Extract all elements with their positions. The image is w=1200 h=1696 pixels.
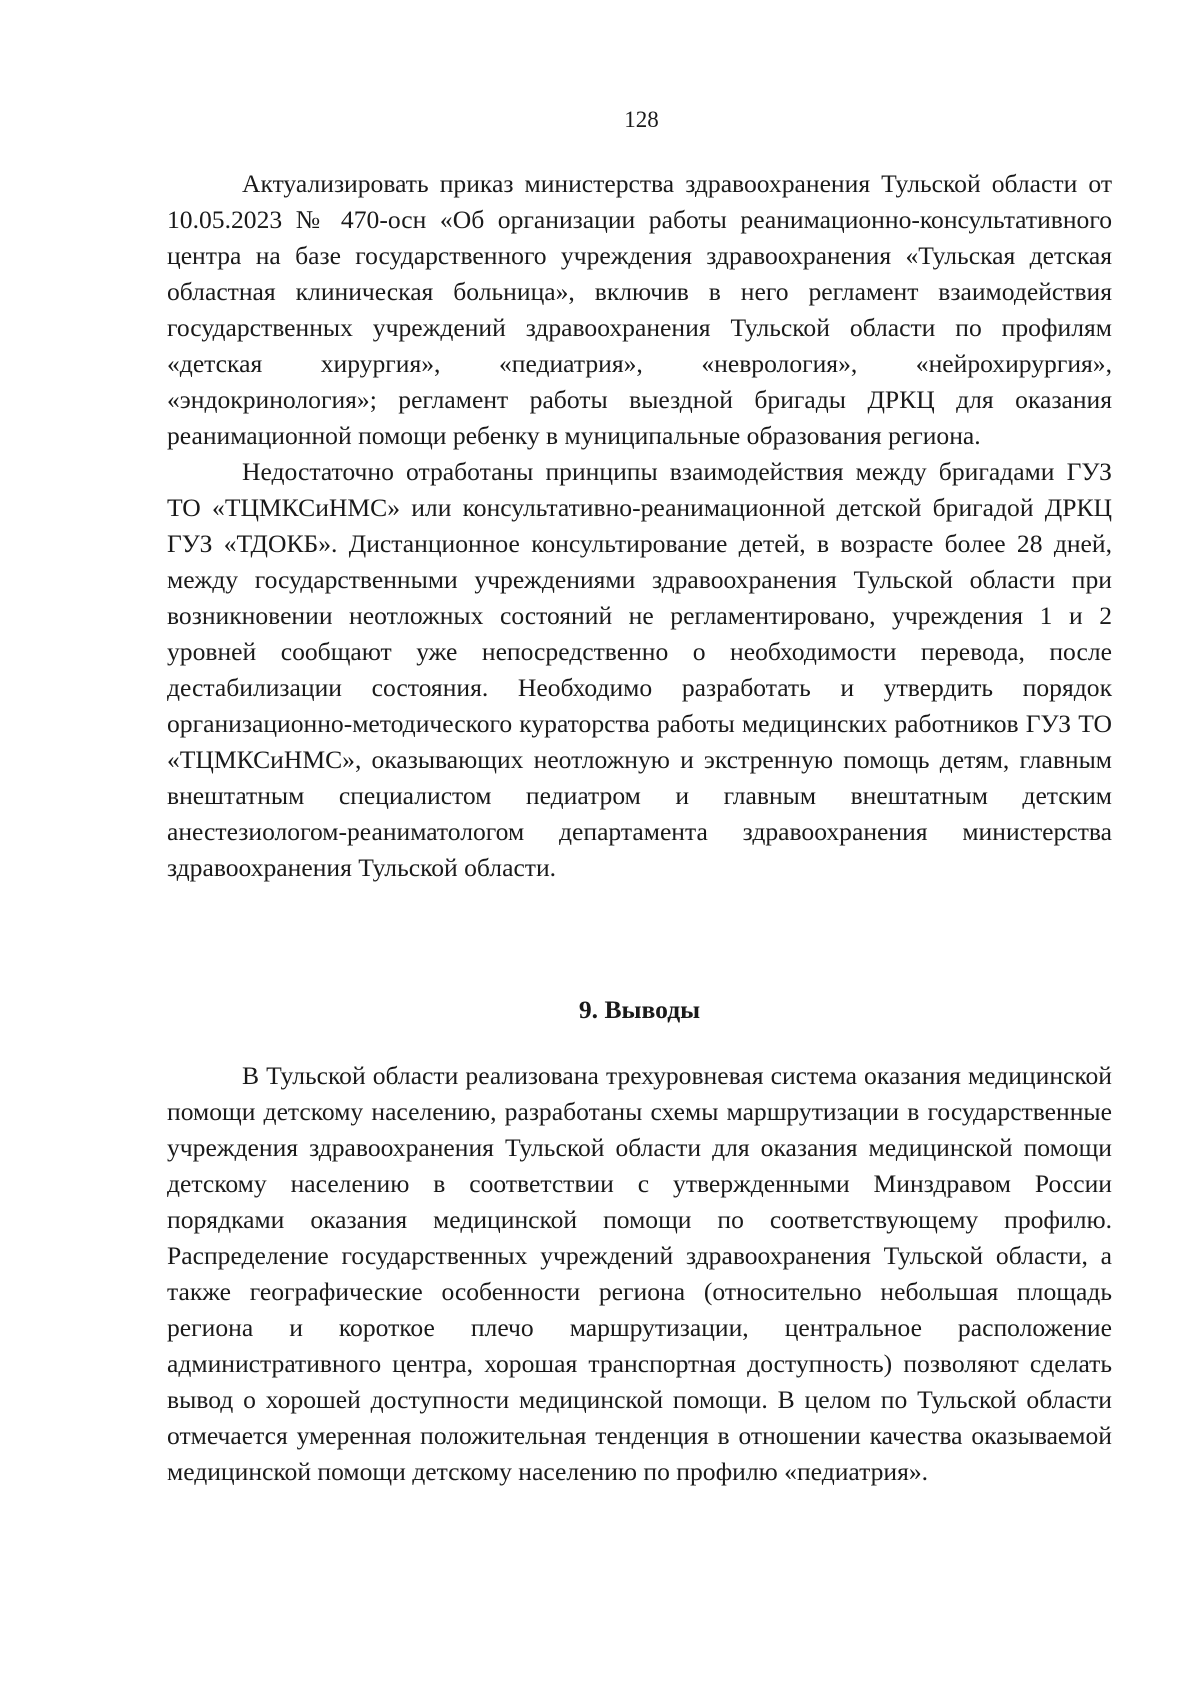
body-section-before-heading xyxy=(167,166,1112,886)
paragraph-interaction-issues: Недостаточно отработаны принципы взаимодействия между бригадами ГУЗ ТО «ТЦМКСиНМС» или консультативно-реанимационной детской бригадой ДРКЦ ГУЗ «ТДОКБ». Дистанционное консультирование детей, в возрасте более 28 дней, между государственными учреждениями здравоохранения Тульской области при возникновении неотложных состояний не регламентировано, учреждения 1 и 2 уровней сообщают уже непосредственно о необходимости перевода, после дестабилизации состояния. Необходимо разработать и утвердить порядок организационно-методического кураторства работы медицинских работников ГУЗ ТО «ТЦМКСиНМС», оказывающих неотложную и экстренную помощь детям, главным внештатным специалистом педиатром и главным внештатным детским анестезиологом-реаниматологом департамента здравоохранения министерства здравоохранения Тульской области. xyxy=(167,457,1112,882)
paragraph-order-update: Актуализировать приказ министерства здравоохранения Тульской области от 10.05.2023 № 470-осн «Об организации работы реанимационно-консультативного центра на базе государственного учреждения здравоохранения «Тульская детская областная клиническая больница», включив в него регламент взаимодействия государственных учреждений здравоохранения Тульской области по профилям «детская хирургия», «педиатрия», «неврология», «нейрохирургия», «эндокринология»; регламент работы выездной бригады ДРКЦ для оказания реанимационной помощи ребенку в муниципальные образования региона. xyxy=(167,169,1112,450)
section-heading-conclusions: 9. Выводы xyxy=(578,995,701,1024)
body-section-conclusions xyxy=(167,1058,1112,1490)
page-number: 128 xyxy=(624,107,659,132)
paragraph-conclusions: В Тульской области реализована трехуровневая система оказания медицинской помощи детскому населению, разработаны схемы маршрутизации в государственные учреждения здравоохранения Тульской области для оказания медицинской помощи детскому населению в соответствии с утвержденными Минздравом России порядками оказания медицинской помощи по соответствующему профилю. Распределение государственных учреждений здравоохранения Тульской области, а также географические особенности региона (относительно небольшая площадь региона и короткое плечо маршрутизации, центральное расположение административного центра, хорошая транспортная доступность) позволяют сделать вывод о хорошей доступности медицинской помощи. В целом по Тульской области отмечается умеренная положительная тенденция в отношении качества оказываемой медицинской помощи детскому населению по профилю «педиатрия». xyxy=(167,1061,1112,1486)
